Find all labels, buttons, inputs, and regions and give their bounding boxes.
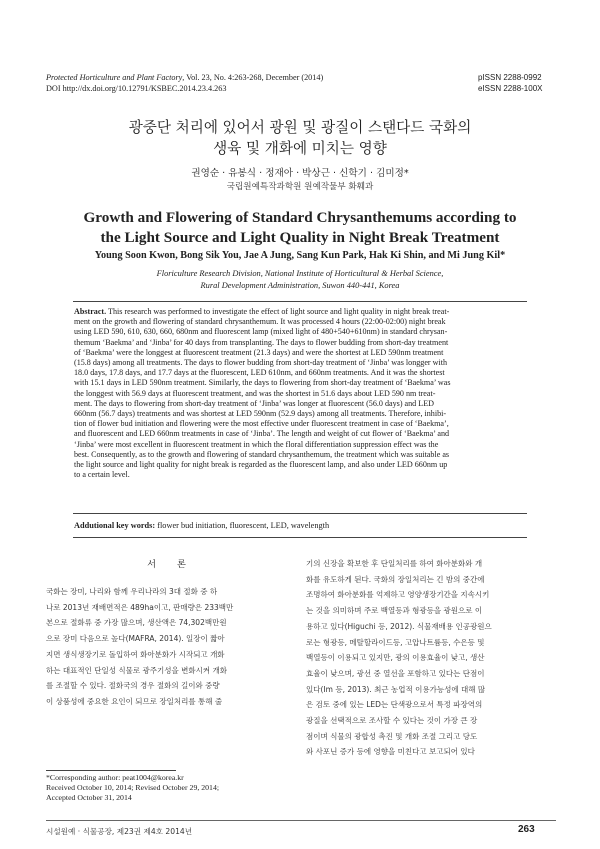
footer-journal: 시설원예 · 식물공장, 제23권 제4호 2014년 bbox=[46, 827, 193, 836]
journal-citation: , Vol. 23, No. 4:263-268, December (2014) bbox=[182, 73, 324, 82]
body-line: 와 사포닌 증가 등에 영향을 미친다고 보고되어 있다 bbox=[306, 747, 475, 757]
abstract-line: This research was performed to investigate the effect of light source and light quality in night break treat- bbox=[106, 307, 450, 316]
journal-name: Protected Horticulture and Plant Factory bbox=[46, 73, 183, 82]
body-line: 나로 2013년 재배면적은 489ha이고, 판매량은 233백만 bbox=[46, 602, 234, 612]
abstract bbox=[74, 307, 526, 480]
page-number: 263 bbox=[518, 824, 535, 835]
corresponding-author: *Corresponding author: peat1004@korea.kr bbox=[46, 773, 184, 782]
abstract-line: themum ‘Baekma’ and ‘Jinba’ for 40 days from transplanting. The days to flower budding from short-day treatment bbox=[74, 337, 449, 347]
korean-affiliation: 국립원예특작과학원 원예작물부 화훼과 bbox=[226, 182, 374, 192]
keywords-label: Addutional key words: bbox=[74, 521, 156, 530]
issn-block bbox=[478, 72, 543, 94]
eissn: eISSN 2288-100X bbox=[478, 84, 543, 93]
abstract-line: 18.0 days, 17.8 days, and 17.7 days at the fluorescent, LED 610nm, and 660nm treatments. And it was the shortest bbox=[74, 368, 445, 378]
intro-heading: 서 론 bbox=[147, 559, 195, 570]
received-dates: Received October 10, 2014; Revised October 29, 2014; bbox=[46, 783, 220, 792]
abstract-top-rule bbox=[73, 301, 527, 302]
english-title-line2: the Light Source and Light Quality in Night Break Treatment bbox=[100, 229, 500, 246]
body-line: 로는 형광등, 메탈할라이드등, 고압나트륨등, 수은등 및 bbox=[306, 637, 485, 647]
keywords-text: flower bud initiation, fluorescent, LED, wavelength bbox=[155, 521, 330, 530]
abstract-line: the longgest with 56.9 days at fluorescent treatment, and was the shortest in 51.6 days about LED 590 nm treat- bbox=[74, 388, 436, 398]
korean-title-line1: 광중단 처리에 있어서 광원 및 광질이 스탠다드 국화의 bbox=[128, 119, 472, 136]
abstract-line: ment on the growth and flowering of standard chrysanthemum. It was processed 4 hours (22:00-02:00) night break bbox=[74, 317, 446, 327]
abstract-line: and fluorescent and LED 660nm treatments in case of ‘Jinba’. The length and weight of cut flower of ‘Baekma’ and bbox=[74, 429, 450, 439]
footnote-rule bbox=[46, 770, 176, 771]
korean-authors: 권영순 · 유봉식 · 정재아 · 박상근 · 신학기 · 김미정* bbox=[191, 168, 409, 179]
footnote bbox=[46, 773, 296, 803]
affiliation-line1: Floriculture Research Division, National Institute of Horticultural & Herbal Science, bbox=[156, 269, 444, 278]
journal-header bbox=[46, 72, 323, 94]
abstract-line: to a certain level. bbox=[74, 470, 130, 480]
english-affiliation bbox=[40, 268, 560, 291]
body-line: 하는 대표적인 단일성 식물로 광주기성을 변화시켜 개화 bbox=[46, 665, 227, 675]
body-line: 를 조절할 수 있다. 절화국의 경우 절화의 길이와 중량 bbox=[46, 681, 220, 691]
abstract-line: 660nm (56.7 days) treatments and was shortest at LED 590nm (52.9 days) among all treatments. Therefore, inhibi- bbox=[74, 409, 447, 419]
abstract-line: with 15.1 days in LED 590nm treatment. Similarly, the days to flowering from short-day treatment of ‘Baekma’ was bbox=[74, 378, 451, 388]
affiliation-line2: Rural Development Administration, Suwon 440-441, Korea bbox=[200, 280, 400, 290]
body-line: 는 것을 의미하며 주로 백열등과 형광등을 광원으로 이 bbox=[306, 606, 483, 616]
body-line: 이 상품성에 중요한 요인이 되므로 장일처리를 통해 줄 bbox=[46, 696, 223, 706]
body-line: 광질을 선택적으로 조사할 수 있다는 것이 가장 큰 장 bbox=[306, 716, 478, 726]
body-line: 기의 신장을 확보한 후 단일처리를 하여 화아분화와 개 bbox=[306, 559, 483, 568]
intro-left-column bbox=[46, 584, 296, 710]
body-line: 백열등이 이용되고 있지만, 광의 이용효율이 낮고, 생산 bbox=[306, 653, 485, 663]
abstract-line: the light source and light quality for night break is regarded as the fluorescent lamp, and also under LED 660nm up bbox=[74, 460, 448, 470]
abstract-line: tion of flower bud initiation and flowering were the most effective under fluorescent treatment in case of ‘Baekma’, bbox=[74, 419, 449, 429]
abstract-line: (15.8 days) among all treatments. The days to flower budding from short-day treatment of ‘Jinba’ was longger with bbox=[74, 358, 448, 368]
abstract-label: Abstract. bbox=[74, 307, 107, 316]
korean-title bbox=[40, 117, 560, 159]
abstract-line: best. Consequently, as to the growth and flowering of standard chrysanthemum, the treatment which was suitable as bbox=[74, 449, 450, 459]
english-title bbox=[40, 208, 560, 248]
body-line: 본으로 절화류 중 가장 많으며, 생산액은 74,302백만원 bbox=[46, 618, 227, 628]
abstract-line: ment. The days to flowering from short-day treatment of ‘Jinba’ was longer at fluorescent (56.0 days) and LED bbox=[74, 398, 434, 408]
body-line: 조명하여 화아분화를 억제하고 영양생장기간을 지속시키 bbox=[306, 590, 490, 600]
keywords bbox=[74, 521, 526, 530]
english-title-line1: Growth and Flowering of Standard Chrysanthemums according to bbox=[83, 209, 517, 226]
pissn: pISSN 2288-0992 bbox=[478, 73, 542, 82]
body-line: 지면 생식생장기로 돌입하여 화아분화가 시작되고 개화 bbox=[46, 649, 225, 659]
abstract-bottom-rule bbox=[73, 513, 527, 514]
body-line: 효율이 낮으며, 광선 중 열선을 포함하고 있다는 단점이 bbox=[306, 668, 485, 678]
body-line: 국화는 장미, 나리와 함께 우리나라의 3대 절화 중 하 bbox=[46, 587, 218, 596]
body-line: 있다(Im 등, 2013). 최근 농업적 이용가능성에 대해 많 bbox=[306, 684, 486, 694]
abstract-line: using LED 590, 610, 630, 660, 680nm and fluorescent lamp (mixed light of 480+540+610nm) in standard chrysan- bbox=[74, 327, 448, 337]
body-line: 화를 유도하게 된다. 국화의 장일처리는 긴 밤의 중간에 bbox=[306, 574, 485, 584]
body-line: 으로 장미 다음으로 높다(MAFRA, 2014). 일장이 짧아 bbox=[46, 634, 225, 644]
body-line: 용하고 있다(Higuchi 등, 2012). 식물재배용 인공광원으 bbox=[306, 621, 492, 631]
body-line: 점이며 식물의 광합성 촉진 및 개화 조절 그리고 당도 bbox=[306, 731, 478, 741]
abstract-line: ‘Jinba’ were most excellent in fluorescent treatment in which the floral differentiation suppression effect was the bbox=[74, 439, 439, 449]
intro-right-column bbox=[306, 556, 556, 760]
abstract-line: of ‘Baekma’ were the longgest at fluorescent treatment (21.3 days) and were the shortest at LED 590nm treatment bbox=[74, 347, 444, 357]
english-authors: Young Soon Kwon, Bong Sik You, Jae A Jung, Sang Kun Park, Hak Ki Shin, and Mi Jung Kil* bbox=[94, 250, 506, 261]
body-line: 은 검토 중에 있는 LED는 단색광으로서 특정 파장역의 bbox=[306, 700, 483, 710]
doi-link[interactable]: DOI http://dx.doi.org/10.12791/KSBEC.2014.23.4.263 bbox=[46, 84, 227, 93]
keywords-rule bbox=[73, 537, 527, 538]
korean-title-line2: 생육 및 개화에 미치는 영향 bbox=[213, 140, 387, 157]
footer-rule bbox=[46, 820, 556, 821]
accepted-date: Accepted October 31, 2014 bbox=[46, 793, 132, 802]
